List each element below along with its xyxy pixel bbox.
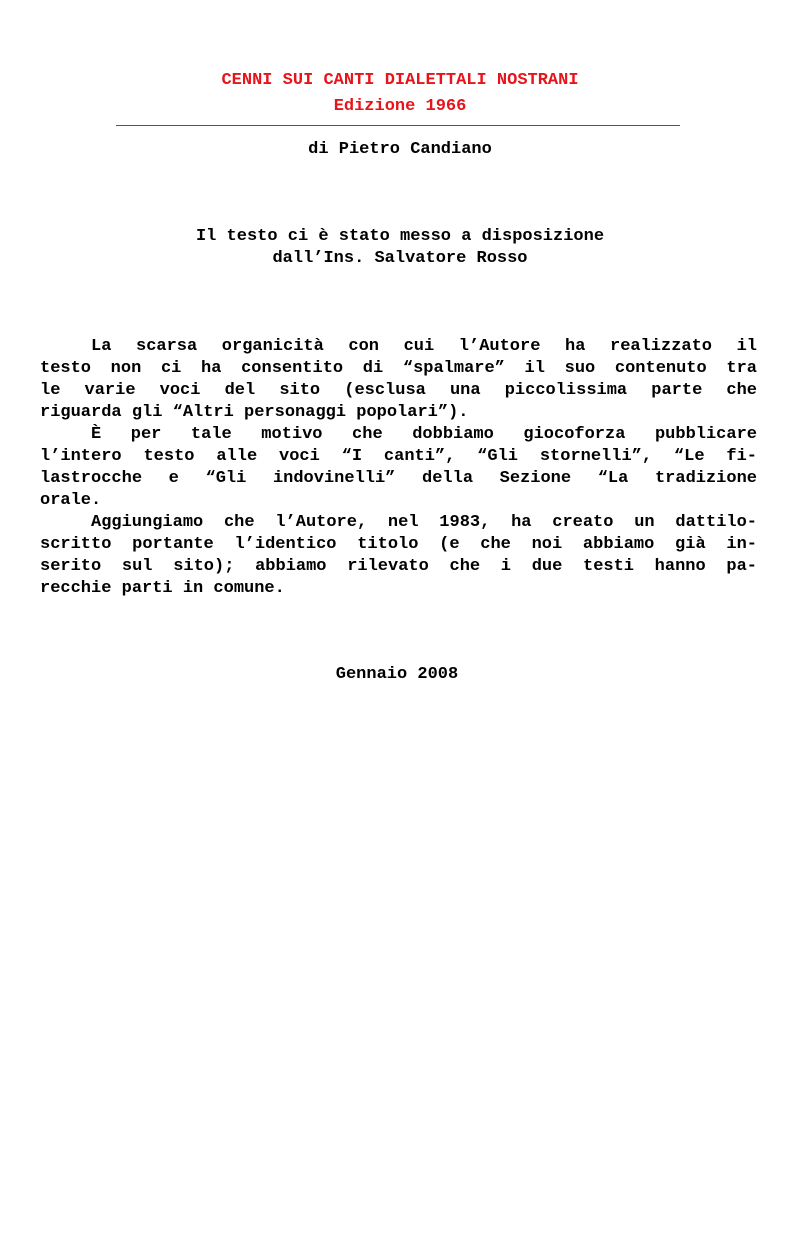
document-date: Gennaio 2008 (335, 665, 459, 684)
paragraph-line: orale. (40, 491, 102, 510)
paragraph-line: La scarsa organicità con cui l’Autore ha realizzato il (91, 337, 757, 356)
author-line: di Pietro Candiano (308, 140, 492, 159)
paragraph-line: l’intero testo alle voci “I canti”, “Gli stornelli”, “Le fi- (40, 447, 757, 466)
credit-line-2: dall’Ins. Salvatore Rosso (272, 249, 528, 268)
paragraph-line: serito sul sito); abbiamo rilevato che i due testi hanno pa- (40, 557, 757, 576)
body-text (40, 336, 757, 600)
paragraph-line: lastrocche e “Gli indovinelli” della Sezione “La tradizione (40, 469, 757, 488)
title-main: CENNI SUI CANTI DIALETTALI NOSTRANI (221, 71, 579, 90)
title-edition: Edizione 1966 (333, 97, 467, 116)
paragraph-3 (40, 512, 757, 600)
paragraph-line: testo non ci ha consentito di “spalmare” il suo contenuto tra (40, 359, 757, 378)
paragraph-2 (40, 424, 757, 512)
paragraph-line: scritto portante l’identico titolo (e che noi abbiamo già in- (40, 535, 757, 554)
credit-line-1: Il testo ci è stato messo a disposizione (195, 227, 605, 246)
paragraph-line: le varie voci del sito (esclusa una piccolissima parte che (40, 381, 757, 400)
document-title (0, 68, 800, 120)
paragraph-line: riguarda gli “Altri personaggi popolari”). (40, 403, 469, 422)
paragraph-1 (40, 336, 757, 424)
paragraph-line: Aggiungiamo che l’Autore, nel 1983, ha creato un dattilo- (91, 513, 757, 532)
credit-note (0, 226, 800, 270)
title-divider (116, 125, 680, 126)
paragraph-line: È per tale motivo che dobbiamo giocoforza pubblicare (91, 425, 757, 444)
paragraph-line: recchie parti in comune. (40, 579, 285, 598)
